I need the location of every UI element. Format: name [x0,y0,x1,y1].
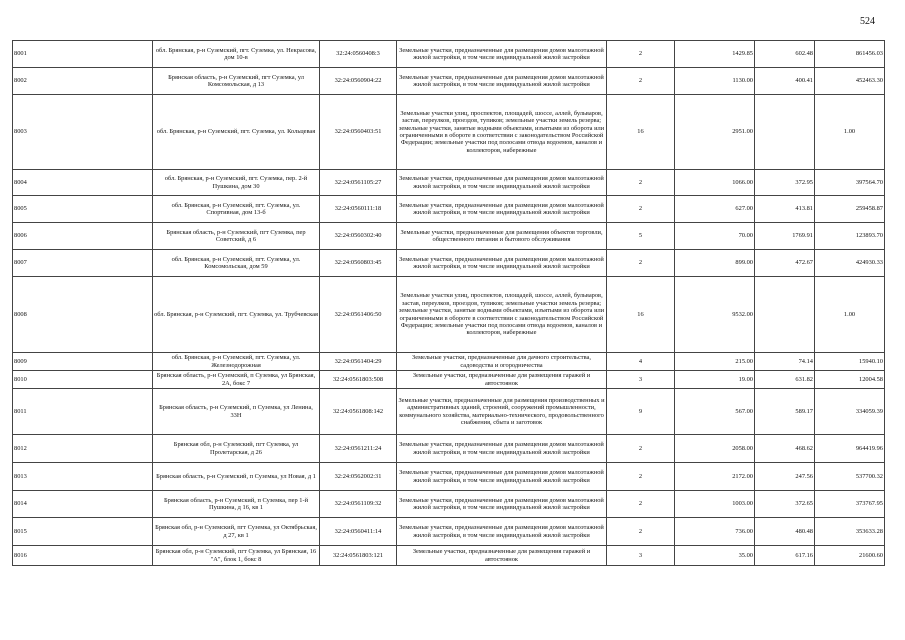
row-cadastral-value: 373767.95 [815,491,885,518]
table-row [13,518,885,546]
row-number: 8013 [13,463,153,491]
row-address: обл. Брянская, р-н Суземский, пгт. Суземка, ул. Спортивная, дом 13-б [153,196,320,223]
row-land-use: Земельные участки, предназначенные для размещения домов малоэтажной жилой застройки, в том числе индивидуальной жилой застройки [397,250,607,277]
row-specific-value: 247.56 [755,463,815,491]
row-number: 8014 [13,491,153,518]
row-area: 1066.00 [675,170,755,196]
row-area: 736.00 [675,518,755,546]
row-cadastral-number: 32:24:0560904:22 [320,68,397,95]
table-row [13,223,885,250]
row-address: обл. Брянская, р-н Суземский, пгт. Суземка, пер. 2-й Пушкина, дом 30 [153,170,320,196]
row-specific-value: 372.65 [755,491,815,518]
table-row [13,546,885,566]
row-address: Брянская обл, р-н Суземский, пгт Суземка, ул Пролетарская, д 26 [153,435,320,463]
row-number: 8005 [13,196,153,223]
row-address: обл. Брянская, р-н Суземский, пгт. Суземка, ул. Железнодорожная [153,353,320,371]
row-number: 8011 [13,389,153,435]
table-row [13,170,885,196]
table-row [13,371,885,389]
row-area: 627.00 [675,196,755,223]
row-land-use: Земельные участки, предназначенные для размещения гаражей и автостоянок [397,371,607,389]
row-area: 9532.00 [675,277,755,353]
row-group: 5 [607,223,675,250]
row-land-use: Земельные участки, предназначенные для размещения домов малоэтажной жилой застройки, в том числе индивидуальной жилой застройки [397,491,607,518]
row-area: 19.00 [675,371,755,389]
row-cadastral-value: 353633.28 [815,518,885,546]
row-cadastral-number: 32:24:0561211:24 [320,435,397,463]
row-group: 16 [607,277,675,353]
row-cadastral-value: 334059.39 [815,389,885,435]
row-group: 2 [607,41,675,68]
row-address: Брянская область, р-н Суземский, п Суземка, ул Брянская, 2А, бокс 7 [153,371,320,389]
row-land-use: Земельные участки, предназначенные для размещения домов малоэтажной жилой застройки, в том числе индивидуальной жилой застройки [397,463,607,491]
page-number: 524 [860,16,875,27]
row-cadastral-number: 32:24:0561105:27 [320,170,397,196]
row-group: 3 [607,546,675,566]
row-number: 8006 [13,223,153,250]
row-land-use: Земельные участки, предназначенные для размещения домов малоэтажной жилой застройки, в том числе индивидуальной жилой застройки [397,518,607,546]
row-area: 35.00 [675,546,755,566]
row-specific-value [755,277,815,353]
row-cadastral-number: 32:24:0561404:29 [320,353,397,371]
row-cadastral-value: 861456.03 [815,41,885,68]
row-land-use: Земельные участки, предназначенные для размещения производственных и административных зданий, строений, сооружений промышленности, коммунального хозяйства, материально-технического, продовольственного снабжения, сбыта и заготовок [397,389,607,435]
row-area: 567.00 [675,389,755,435]
row-address: Брянская область, р-н Суземский, пгт Суземка, ул Комсомольская, д 13 [153,68,320,95]
table-body [13,41,885,566]
row-cadastral-number: 32:24:0561803:508 [320,371,397,389]
row-land-use: Земельные участки, предназначенные для дачного строительства, садоводства и огородничества [397,353,607,371]
row-cadastral-number: 32:24:0560411:14 [320,518,397,546]
row-land-use: Земельные участки, предназначенные для размещения домов малоэтажной жилой застройки, в том числе индивидуальной жилой застройки [397,68,607,95]
table-row [13,463,885,491]
table-row [13,68,885,95]
row-group: 2 [607,170,675,196]
row-area: 1429.85 [675,41,755,68]
row-land-use: Земельные участки, предназначенные для размещения домов малоэтажной жилой застройки, в том числе индивидуальной жилой застройки [397,196,607,223]
row-cadastral-value: 259458.87 [815,196,885,223]
table-row [13,95,885,170]
row-specific-value: 472.67 [755,250,815,277]
row-cadastral-number: 32:24:0560803:45 [320,250,397,277]
row-land-use: Земельные участки улиц, проспектов, площадей, шоссе, аллей, бульваров, застав, переулков, проездов, тупиков; земельные участки земель резерва; земельные участки, занятые водными объектами, изъятыми из оборота или ограниченными в обороте в соответствии с законодательством Российской Федерации; земельные участки под полосами отвода водоемов, каналов и коллекторов, набережные [397,277,607,353]
row-group: 2 [607,68,675,95]
row-land-use: Земельные участки, предназначенные для размещения домов малоэтажной жилой застройки, в том числе индивидуальной жилой застройки [397,41,607,68]
land-registry-table [12,40,885,566]
row-specific-value: 1769.91 [755,223,815,250]
row-group: 2 [607,196,675,223]
row-address: Брянская обл, р-н Суземский, пгт Суземка, ул Октябрьская, д 27, кв 1 [153,518,320,546]
table-row [13,277,885,353]
row-specific-value: 589.17 [755,389,815,435]
row-address: Брянская обл, р-н Суземский, пгт Суземка, ул Брянская, 16 "А", блок 1, бокс 8 [153,546,320,566]
row-group: 3 [607,371,675,389]
table-row [13,435,885,463]
row-land-use: Земельные участки, предназначенные для размещения домов малоэтажной жилой застройки, в том числе индивидуальной жилой застройки [397,170,607,196]
row-address: Брянская область, р-н Суземский, п Суземка, ул Ленина, 33Н [153,389,320,435]
row-group: 2 [607,435,675,463]
row-cadastral-value: 452463.30 [815,68,885,95]
row-number: 8012 [13,435,153,463]
row-cadastral-number: 32:24:0561406:50 [320,277,397,353]
row-cadastral-value: 123893.70 [815,223,885,250]
row-cadastral-number: 32:24:0560403:51 [320,95,397,170]
row-specific-value: 400.41 [755,68,815,95]
row-area: 899.00 [675,250,755,277]
row-number: 8016 [13,546,153,566]
row-group: 2 [607,518,675,546]
row-cadastral-number: 32:24:0561109:32 [320,491,397,518]
row-cadastral-number: 32:24:0560302:40 [320,223,397,250]
row-cadastral-value: 21600.60 [815,546,885,566]
row-group: 4 [607,353,675,371]
row-address: Брянская область, р-н Суземский, п Суземка, ул Новая, д 1 [153,463,320,491]
row-cadastral-value: 1.00 [815,95,885,170]
row-area: 1003.00 [675,491,755,518]
table-row [13,353,885,371]
row-number: 8007 [13,250,153,277]
row-specific-value: 468.62 [755,435,815,463]
row-number: 8008 [13,277,153,353]
row-cadastral-value: 964419.96 [815,435,885,463]
row-cadastral-number: 32:24:0561803:121 [320,546,397,566]
row-land-use: Земельные участки, предназначенные для размещения домов малоэтажной жилой застройки, в том числе индивидуальной жилой застройки [397,435,607,463]
row-address: обл. Брянская, р-н Суземский, пгт. Суземка, ул. Комсомольская, дом 59 [153,250,320,277]
row-number: 8003 [13,95,153,170]
row-address: Брянская область, р-н Суземский, п Суземка, пер 1-й Пушкина, д 16, кв 1 [153,491,320,518]
row-land-use: Земельные участки, предназначенные для размещения гаражей и автостоянок [397,546,607,566]
table-row [13,389,885,435]
row-address: обл. Брянская, р-н Суземский, пгт. Суземка, ул. Некрасова, дом 10-в [153,41,320,68]
row-address: обл. Брянская, р-н Суземский, пгт. Суземка, ул. Трубчевская [153,277,320,353]
row-specific-value: 413.81 [755,196,815,223]
row-specific-value: 617.16 [755,546,815,566]
row-group: 9 [607,389,675,435]
row-group: 2 [607,250,675,277]
row-specific-value: 372.95 [755,170,815,196]
row-group: 16 [607,95,675,170]
row-address: обл. Брянская, р-н Суземский, пгт. Суземка, ул. Кольцевая [153,95,320,170]
row-cadastral-value: 15940.10 [815,353,885,371]
row-area: 1130.00 [675,68,755,95]
table-row [13,491,885,518]
row-address: Брянская область, р-н Суземский, пгт Суземка, пер Советский, д 6 [153,223,320,250]
row-number: 8015 [13,518,153,546]
row-area: 2951.00 [675,95,755,170]
row-land-use: Земельные участки, предназначенные для размещения объектов торговли, общественного питания и бытового обслуживания [397,223,607,250]
row-cadastral-value: 537700.32 [815,463,885,491]
row-specific-value [755,95,815,170]
row-group: 2 [607,491,675,518]
table-row [13,41,885,68]
row-cadastral-number: 32:24:0560408:3 [320,41,397,68]
row-specific-value: 631.82 [755,371,815,389]
row-area: 2058.00 [675,435,755,463]
row-cadastral-value: 424930.33 [815,250,885,277]
row-area: 70.00 [675,223,755,250]
table-row [13,250,885,277]
row-number: 8001 [13,41,153,68]
row-group: 2 [607,463,675,491]
row-specific-value: 74.14 [755,353,815,371]
row-land-use: Земельные участки улиц, проспектов, площадей, шоссе, аллей, бульваров, застав, переулков, проездов, тупиков; земельные участки земель резерва; земельные участки, занятые водными объектами, изъятыми из оборота или ограниченными в обороте в соответствии с законодательством Российской Федерации; земельные участки под полосами отвода водоемов, каналов и коллекторов, набережные [397,95,607,170]
row-area: 215.00 [675,353,755,371]
row-cadastral-value: 1.00 [815,277,885,353]
row-specific-value: 602.48 [755,41,815,68]
row-cadastral-number: 32:24:0561808:142 [320,389,397,435]
row-number: 8010 [13,371,153,389]
row-number: 8004 [13,170,153,196]
row-number: 8009 [13,353,153,371]
row-area: 2172.00 [675,463,755,491]
row-cadastral-value: 12004.58 [815,371,885,389]
row-cadastral-number: 32:24:0562002:31 [320,463,397,491]
row-specific-value: 480.48 [755,518,815,546]
row-cadastral-value: 397564.70 [815,170,885,196]
row-cadastral-number: 32:24:0560111:18 [320,196,397,223]
row-number: 8002 [13,68,153,95]
table-row [13,196,885,223]
